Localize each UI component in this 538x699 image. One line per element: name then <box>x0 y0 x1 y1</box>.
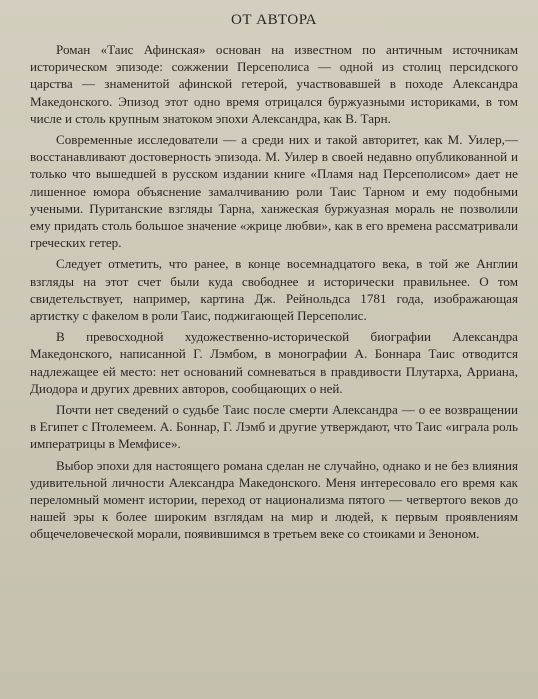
page-title: ОТ АВТОРА <box>231 12 317 28</box>
paragraph-6: Выбор эпохи для настоящего романа сделан не случайно, однако и не без влияния удивительной личности Александра Македонского. Меня интересовало его время как переломный момент истории, переход от национализма пятого — четвертого веков до нашей эры к более широким взглядам на мир и людей, к первым проявлениям общечеловеческой морали, появившимся в третьем веке со стоиками и Зеноном. <box>30 457 518 542</box>
paragraph-5: Почти нет сведений о судьбе Таис после смерти Александра — о ее возвращении в Египет с Птолемеем. А. Боннар, Г. Лэмб и другие утверждают, что Таис «играла роль императрицы в Мемфисе». <box>30 402 518 452</box>
paragraph-1: Роман «Таис Афинская» основан на известном по античным источникам историческом эпизоде: сожжении Персеполиса — одной из столиц персидского царства — знаменитой афинской гетерой, участвовавшей в походе Александра Македонского. Эпизод этот одно время отрицался буржуазными историками, в том числе и столь крупным знатоком эпохи Александра, как В. Тарн. <box>30 42 518 126</box>
paragraph-4: В превосходной художественно-исторической биографии Александра Македонского, написанной Г. Лэмбом, в монографии А. Боннара Таис отводится надлежащее ей место: нет оснований сомневаться в правдивости Плутарха, Арриана, Диодора и других древних авторов, сообщающих о ней. <box>30 329 518 396</box>
page-body <box>30 41 518 543</box>
paragraph-3: Следует отметить, что ранее, в конце восемнадцатого века, в той же Англии взгляды на этот счет были куда свободнее и исторически правильнее. О том свидетельствует, например, картина Дж. Рейнольдса 1781 года, изображающая артистку с факелом в роли Таис, поджигающей Персеполис. <box>30 256 518 324</box>
paragraph-2: Современные исследователи — а среди них и такой авторитет, как М. Уилер,— восстанавливают достоверность эпизода. М. Уилер в своей недавно опубликованной и только что вышедшей в русском издании книге «Пламя над Персеполисом» дает не лишенное юмора объяснение замалчиванию роли Таис Тарном и ему подобными учеными. Пуританские взгляды Тарна, ханжеская буржуазная мораль не позволили ему придать столь большое значение «жрице любви», как в его времена рассматривали греческих гетер. <box>30 132 518 251</box>
